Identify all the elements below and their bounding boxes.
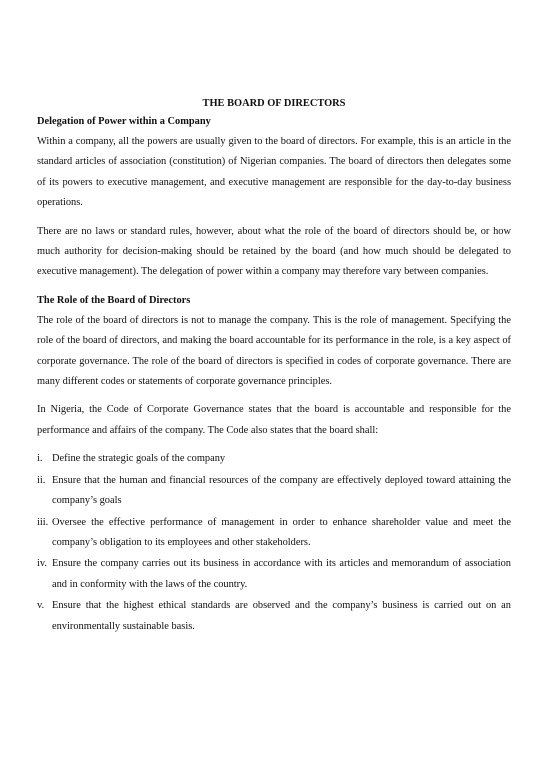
list-item-number: iv. (37, 558, 48, 570)
document-body (37, 95, 511, 638)
list-item-text: Oversee the effective performance of management in order to enhance shareholder value and meet the company’s obligation to its employees and other stakeholders. (52, 516, 511, 548)
list-item-number: v. (37, 600, 45, 612)
list-item-number: i. (37, 453, 43, 465)
list-item-text: Define the strategic goals of the company (52, 453, 226, 465)
list-item-text: Ensure the company carries out its business in accordance with its articles and memorandum of association and in conformity with the laws of the country. (52, 558, 511, 590)
paragraph: Within a company, all the powers are usually given to the board of directors. For example, this is an article in the standard articles of association (constitution) of Nigerian companies. The board of directors then delegates some of its powers to executive management, and executive management are responsible for the day-to-day business operations. (37, 136, 511, 209)
section-heading-role: The Role of the Board of Directors (37, 294, 191, 306)
list-item-text: Ensure that the human and financial resources of the company are effectively deployed toward attaining the company’s goals (52, 474, 511, 507)
list-item-text: Ensure that the highest ethical standards are observed and the company’s business is carried out on an environmentally sustainable basis. (52, 600, 511, 632)
list-item-number: iii. (37, 516, 49, 528)
list-item (37, 513, 511, 554)
section-heading-delegation: Delegation of Power within a Company (37, 116, 211, 127)
list-item (37, 554, 511, 595)
board-duties-list (37, 449, 511, 637)
list-item (37, 471, 511, 512)
page-title: THE BOARD OF DIRECTORS (202, 98, 346, 109)
list-item (37, 596, 511, 637)
paragraph: The role of the board of directors is not to manage the company. This is the role of management. Specifying the role of the board of directors, and making the board accountable for its performance in the role, is a key aspect of corporate governance. The role of the board of directors is specified in codes of corporate governance. There are many different codes or statements of corporate governance principles. (37, 314, 511, 388)
paragraph: In Nigeria, the Code of Corporate Governance states that the board is accountable and responsible for the performance and affairs of the company. The Code also states that the board shall: (37, 404, 511, 436)
list-item (37, 449, 511, 469)
list-item-number: ii. (37, 474, 46, 486)
paragraph: There are no laws or standard rules, however, about what the role of the board of directors should be, or how much authority for decision-making should be retained by the board (and how much should be delegated to executive management). The delegation of power within a company may therefore vary between companies. (37, 225, 511, 278)
